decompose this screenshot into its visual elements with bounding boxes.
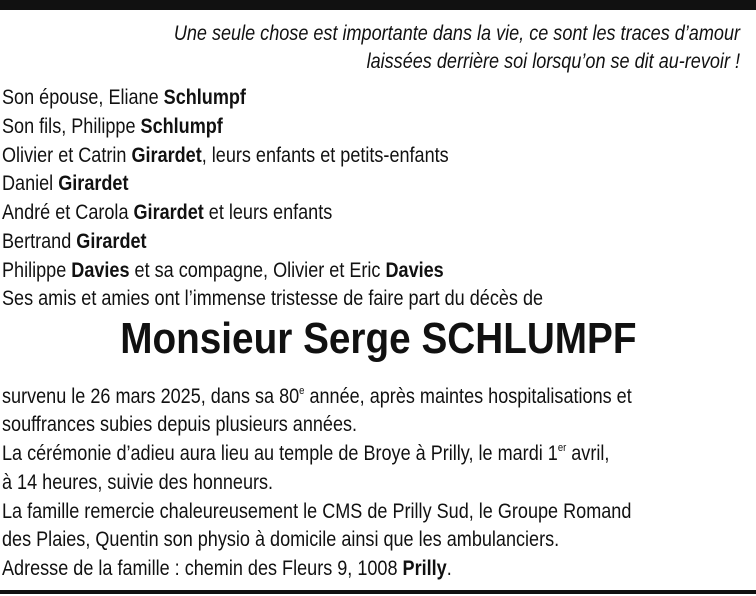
mourner-text: Son épouse, Eliane: [2, 86, 164, 109]
bottom-rule: [0, 590, 756, 594]
deceased-name-text: Monsieur Serge SCHLUMPF: [119, 314, 637, 363]
mourner-text: Daniel: [2, 172, 59, 195]
mourner-text: Olivier et Catrin: [2, 144, 132, 167]
ordinal-suffix: er: [557, 442, 567, 454]
body-text: La cérémonie d’adieu aura lieu au temple de Broye à Prilly, le mardi 1: [2, 442, 558, 465]
body-line: des Plaies, Quentin son physio à domicile ainsi que les ambulanciers.: [2, 528, 560, 551]
ordinal-suffix: e: [299, 385, 305, 397]
mourner-line: [2, 142, 449, 170]
body-line: [2, 440, 609, 468]
mourner-text: Bertrand: [2, 230, 77, 253]
body-line: [2, 383, 632, 411]
mourner-line: [2, 113, 223, 141]
body-text: année, après maintes hospitalisations et: [304, 385, 632, 408]
deceased-name: [0, 313, 756, 365]
address-text: Adresse de la famille : chemin des Fleurs 9, 1008: [2, 557, 403, 580]
epigraph-quote: [104, 20, 740, 76]
top-rule: [0, 0, 756, 10]
body-line: La famille remercie chaleureusement le CMS de Prilly Sud, le Groupe Romand: [2, 500, 632, 523]
body-text: avril,: [566, 442, 610, 465]
mourner-surname: Davies: [71, 259, 130, 282]
family-address: [2, 555, 452, 583]
body-line: à 14 heures, suivie des honneurs.: [2, 471, 274, 494]
mourner-text: , leurs enfants et petits-enfants: [201, 144, 449, 167]
mourner-surname: Schlumpf: [163, 86, 246, 109]
mourner-line: [2, 84, 246, 112]
body-text: survenu le 26 mars 2025, dans sa 80: [2, 385, 300, 408]
mourner-text: Philippe: [2, 259, 72, 282]
address-town: Prilly: [402, 557, 447, 580]
mourner-line: [2, 228, 147, 256]
mourner-surname: Girardet: [133, 201, 204, 224]
mourner-surname: Schlumpf: [140, 115, 223, 138]
address-text: .: [446, 557, 452, 580]
mourner-text: André et Carola: [2, 201, 134, 224]
mourner-surname: Girardet: [131, 144, 202, 167]
mourner-text: et leurs enfants: [203, 201, 333, 224]
mourner-line: [2, 199, 332, 227]
body-line: souffrances subies depuis plusieurs années.: [2, 413, 358, 436]
quote-line-2: laissées derrière soi lorsqu’on se dit au-revoir !: [366, 50, 740, 73]
mourner-line: [2, 257, 444, 285]
mourner-text: Son fils, Philippe: [2, 115, 141, 138]
announcement-text: Ses amis et amies ont l’immense tristesse de faire part du décès de: [2, 287, 544, 310]
mourner-surname: Davies: [385, 259, 444, 282]
mourner-surname: Girardet: [76, 230, 147, 253]
mourner-line: [2, 170, 128, 198]
quote-line-1: Une seule chose est importante dans la vie, ce sont les traces d’amour: [173, 22, 740, 45]
mourner-text: et sa compagne, Olivier et Eric: [129, 259, 386, 282]
mourner-surname: Girardet: [58, 172, 129, 195]
